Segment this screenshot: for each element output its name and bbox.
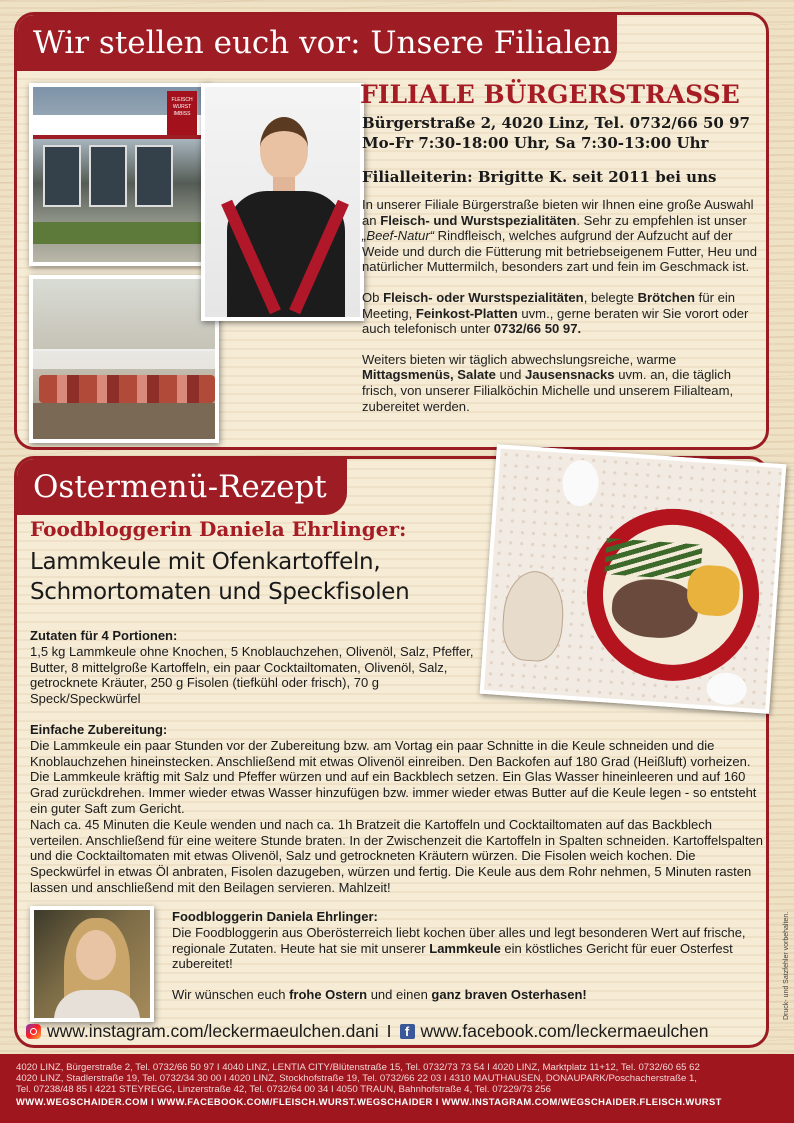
meat-counter-photo [29,275,219,443]
branch-address: Bürgerstraße 2, 4020 Linz, Tel. 0732/66 50 97 [362,114,750,132]
branch-hours: Mo-Fr 7:30-18:00 Uhr, Sa 7:30-13:00 Uhr [362,134,709,152]
blogger-about: Foodbloggerin Daniela Ehrlinger: Die Foodbloggerin aus Oberösterreich liebt kochen über alles und legt besonderen Wert auf frische, regionale Zutaten. Heute hat sie mit unserer Lammkeule ein köstliches Gericht für euer Osterfest zubereitet! Wir wünschen euch frohe Ostern und einen ganz braven Osterhasen! [172,909,752,1003]
store-front-photo [29,83,211,266]
instagram-icon [26,1024,41,1039]
store-sign: FLEISCH WURST IMBISS [167,91,197,135]
store-hedge [33,222,207,244]
store-window [89,145,127,207]
bunny-napkin [500,569,566,663]
section-header-branches: Wir stellen euch vor: Unsere Filialen [17,15,617,71]
counter-glass [33,349,215,369]
about-label: Foodbloggerin Daniela Ehrlinger: [172,909,378,924]
footer-line: Tel. 07238/48 85 I 4221 STEYREGG, Linzerstraße 42, Tel. 0732/64 00 34 I 4050 TRAUN, Bahnhofstraße 4, Tel. 07229/73 256 [16,1084,551,1095]
branch-paragraph: Weiters bieten wir täglich abwechslungsreiche, warme Mittagsmenüs, Salate und Jausensnacks uvm. an, die täglich frisch, von unserer Filialköchin Michelle und unserem Filialteam, zubereitet werden. [362,351,734,414]
counter-meat [39,375,215,403]
easter-egg [706,671,748,706]
store-window [135,145,173,207]
preparation [30,722,765,896]
blogger-top [54,990,140,1022]
social-links [26,1021,708,1042]
green-beans [604,538,702,581]
instagram-link[interactable]: www.instagram.com/leckermaeulchen.dani [47,1021,379,1041]
section-header-recipe: Ostermenü-Rezept [17,459,347,515]
ingredients-text: 1,5 kg Lammkeule ohne Knochen, 5 Knoblauchzehen, Olivenöl, Salz, Pfeffer, Butter, 8 mittelgroße Kartoffeln, ein paar Cocktailtomaten, Olivenöl, Salz, getrocknete Kräuter, 250 g Fisolen (tiefkühl oder frisch), 70 g Speck/Speckwürfel [30,643,474,707]
counter-base [33,403,215,439]
footer [0,1054,794,1123]
store-window [43,145,81,207]
facebook-link[interactable]: www.facebook.com/leckermaeulchen [420,1021,709,1041]
blogger-photo [30,906,154,1022]
recipe-title: Lammkeule mit Ofenkartoffeln, Schmortomaten und Speckfisolen [30,549,410,605]
ingredients-label: Zutaten für 4 Portionen: [30,628,178,643]
potatoes [686,564,741,618]
branch-paragraph: Ob Fleisch- oder Wurstspezialitäten, belegte Brötchen für ein Meeting, Feinkost-Platten uvm., gerne beraten wir Sie vorort oder auch telefonisch unter 0732/66 50 97. [362,289,749,337]
facebook-icon: f [400,1024,415,1039]
dish-photo [480,444,787,714]
easter-egg [561,459,600,507]
branch-description [362,197,757,429]
preparation-text: Nach ca. 45 Minuten die Keule wenden und nach ca. 1h Bratzeit die Kartoffeln und Cocktailtomaten auf das Backblech verteilen. Anschließend für eine weitere Stunde braten. In der Zwischenzeit die Kartoffeln in Spalten schneiden. Kartoffelspalten und die Cocktailtomaten mit etwas Olivenöl, Salz und getrockneten Kräutern würzen. Die Fisolen weich kochen. Die Speckwürfel in etwas Öl anbraten, Fisolen dazugeben, würzen und fertig. Die Keule aus dem Rohr nehmen, 5 Minuten rasten lassen und anschließend mit den Beilagen servieren. Mahlzeit! [30,816,764,895]
easter-wish: Wir wünschen euch frohe Ostern und einen ganz braven Osterhasen! [172,987,587,1003]
branch-paragraph: In unserer Filiale Bürgerstraße bieten wir Ihnen eine große Auswahl an Fleisch- und Wurstspezialitäten. Sehr zu empfehlen ist unser „Beef-Natur“ Rindfleisch, welches aufgrund der Aufzucht auf der Weide und durch die Fütterung mit betriebseigenem Futter, Heu und natürlicher Muttermilch, besonders zart und fein im Geschmack ist. [362,197,757,275]
ingredients [30,628,485,707]
preparation-text: Die Lammkeule ein paar Stunden vor der Zubereitung bzw. am Vortag ein paar Schnitte in die Keule schneiden und die Knoblauchzehen hineinstecken. Anschließend mit etwas Olivenöl einreiben. Den Backofen auf 180 Grad (Heißluft) vorheizen. Die Lammkeule kräftig mit Salz und Pfeffer würzen und auf ein Backblech setzen. Ein Glas Wasser hineinleeren und auf 160 Grad zurückdrehen. Immer wieder etwas Wasser hinzufügen bzw. immer wieder etwas Butter auf die Keule legen - so entsteht ein guter Saft zum Gericht. [30,737,757,816]
footer-web[interactable]: WWW.WEGSCHAIDER.COM I WWW.FACEBOOK.COM/FLEISCH.WURST.WEGSCHAIDER I WWW.INSTAGRAM.COM/WEGSCHAIDER.FLEISCH.WURST [16,1096,722,1107]
branch-manager-photo [201,83,364,321]
footer-line: 4020 LINZ, Stadlerstraße 19, Tel. 0732/34 30 00 I 4020 LINZ, Stockhofstraße 19, Tel. 0732/66 22 03 I 4310 MAUTHAUSEN, DONAUPARK/Poschacherstraße 1, [16,1073,697,1084]
branch-title: FILIALE BÜRGERSTRASSE [360,80,740,109]
blogger-heading: Foodbloggerin Daniela Ehrlinger: [30,517,407,541]
footer-line: 4020 LINZ, Bürgerstraße 2, Tel. 0732/66 50 97 I 4040 LINZ, LENTIA CITY/Blütenstraße 15, Tel. 0732/73 73 54 I 4020 LINZ, Marktplatz 11+12, Tel. 0732/60 65 62 [16,1062,700,1073]
separator: I [386,1021,392,1041]
manager-head [260,117,308,179]
blogger-face [76,930,116,980]
print-disclaimer: Druck- und Satzfehler vorbehalten. [783,911,790,1020]
preparation-label: Einfache Zubereitung: [30,722,168,737]
branch-manager: Filialleiterin: Brigitte K. seit 2011 bei uns [362,168,717,186]
